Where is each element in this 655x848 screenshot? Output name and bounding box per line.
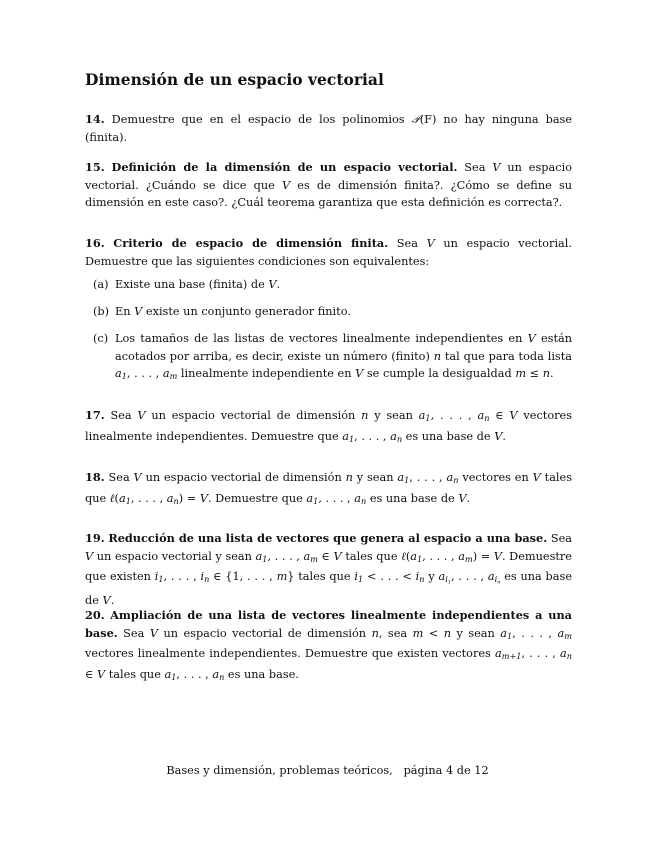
poly-field: (F) <box>419 113 437 126</box>
problem-16: 16. Criterio de espacio de dimensión finita. Sea V un espacio vectorial. Demuestre que las siguientes condiciones son equivalentes: <box>85 236 572 268</box>
problem-number: 17. <box>85 408 105 422</box>
problem-text: un espacio vectorial. ¿Cuándo se dice que <box>85 161 573 192</box>
problem-number: 16. <box>85 236 105 250</box>
poly-symbol: 𝒫 <box>411 113 420 126</box>
item-text: En <box>115 305 131 318</box>
problem-number: 18. <box>85 470 105 484</box>
problem-heading: Ampliación de una lista de vectores linealmente independientes a una base. <box>85 608 573 640</box>
problem-19: 19. Reducción de una lista de vectores que genera al espacio a una base. Sea V un espacio vectorial y sean $a_1$, . . . , $a_m$ ∈ V tales que $\ell(a_1$, . . . , $a_m) = V$. Demuestre que existen $i_1$, . . . , $i_n$ ∈ {1, . . . , m} tales que $i_1$ < . . . < $i_n$ y $a_{i1}$, . . . , $a_{in}$ es una base de V. <box>85 531 573 608</box>
footer-page-number: página 4 de 12 <box>403 764 489 777</box>
page-footer <box>0 764 655 777</box>
item-label: (b) <box>93 305 110 318</box>
item-label: (c) <box>93 332 109 345</box>
problem-15: 15. Definición de la dimensión de un espacio vectorial. Sea V un espacio vectorial. ¿Cuándo se dice que V es de dimensión finita?. ¿Cómo se define su dimensión en este caso?. ¿Cuál teorema garantiza que esta definición es correcta?. <box>85 160 573 209</box>
problem-text: es de dimensión finita?. ¿Cómo se define su dimensión en este caso?. ¿Cuál teorema garantiza que esta definición es correcta?. <box>85 178 573 209</box>
problem-text: no hay ninguna base (finita). <box>85 113 573 144</box>
problem-text: un espacio vectorial. Demuestre que las siguientes condiciones son equivalentes: <box>85 237 572 268</box>
problem-number: 15. <box>85 160 105 174</box>
problem-17: 17. Sea V un espacio vectorial de dimensión n y sean $a_1$, . . . , $a_n$ ∈ V vectores linealmente independientes. Demuestre que $a_1$, . . . , $a_n$ es una base de V. <box>85 408 573 444</box>
footer-title: Bases y dimensión, problemas teóricos, <box>166 764 393 777</box>
item-text: Existe una base (finita) de <box>115 278 265 291</box>
item-text: Los tamaños de las listas de vectores linealmente independientes en <box>115 332 523 345</box>
problem-number: 20. <box>85 608 105 622</box>
section-title: Dimensión de un espacio vectorial <box>85 70 384 89</box>
problem-20: 20. Ampliación de una lista de vectores linealmente independientes a una base. Sea V un espacio vectorial de dimensión n, sea m < n y sean $a_1$, . . . , $a_m$ vectores linealmente independientes. Demuestre que existen vectores $a_{m+1}$, . . . , $a_n$ ∈ V tales que $a_1$, . . . , $a_n$ es una base. <box>85 608 573 682</box>
problem-number: 19. <box>85 531 105 545</box>
problem-text: Sea <box>396 237 418 250</box>
problem-heading: Reducción de una lista de vectores que genera al espacio a una base. <box>108 531 548 545</box>
problem-heading: Definición de la dimensión de un espacio vectorial. <box>111 160 458 174</box>
problem-heading: Criterio de espacio de dimensión finita. <box>113 236 389 250</box>
item-label: (a) <box>93 278 109 291</box>
problem-text: Demuestre que en el espacio de los polinomios <box>111 113 405 126</box>
problem-text: Sea <box>464 161 486 174</box>
problem-number: 14. <box>85 112 105 126</box>
problem-14 <box>85 111 572 146</box>
problem-18: 18. Sea V un espacio vectorial de dimensión n y sean $a_1$, . . . , $a_n$ vectores en V tales que $\ell(a_1$, . . . , $a_n) = V$. Demuestre que $a_1$, . . . , $a_n$ es una base de V. <box>85 470 573 506</box>
